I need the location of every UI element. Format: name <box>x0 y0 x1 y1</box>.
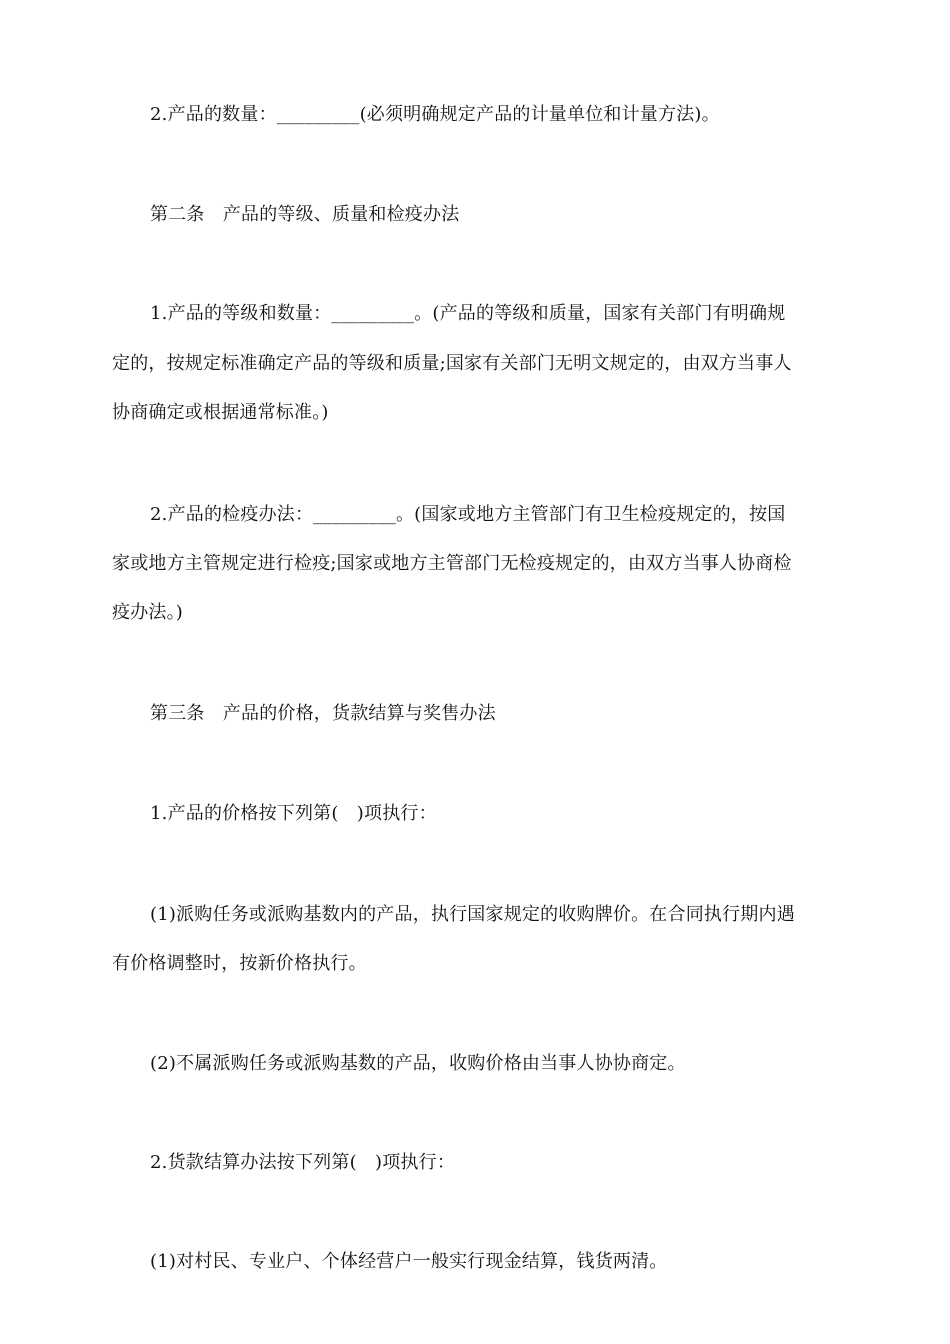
paragraph-price-option-2: (2)不属派购任务或派购基数的产品，收购价格由当事人协协商定。 <box>150 1053 686 1074</box>
paragraph-quarantine-line-2: 家或地方主管规定进行检疫;国家或地方主管部门无检疫规定的，由双方当事人协商检 <box>112 553 792 574</box>
article-3-heading: 第三条 产品的价格，货款结算与奖售办法 <box>150 703 496 724</box>
paragraph-grade-line-3: 协商确定或根据通常标准。) <box>112 402 329 423</box>
paragraph-price-option-1-line-1: (1)派购任务或派购基数内的产品，执行国家规定的收购牌价。在合同执行期内遇 <box>150 904 795 925</box>
paragraph-price-options: 1.产品的价格按下列第( )项执行： <box>150 803 437 824</box>
paragraph-quarantine-line-1: 2.产品的检疫办法：_________。(国家或地方主管部门有卫生检疫规定的，按国 <box>150 504 786 525</box>
paragraph-settlement-option-1: (1)对村民、专业户、个体经营户一般实行现金结算，钱货两清。 <box>150 1251 668 1272</box>
paragraph-quarantine-line-3: 疫办法。) <box>112 602 184 623</box>
article-2-heading: 第二条 产品的等级、质量和检疫办法 <box>150 204 460 225</box>
paragraph-settlement-options: 2.货款结算办法按下列第( )项执行： <box>150 1152 456 1173</box>
paragraph-quantity: 2.产品的数量：_________(必须明确规定产品的计量单位和计量方法)。 <box>150 104 720 125</box>
paragraph-price-option-1-line-2: 有价格调整时，按新价格执行。 <box>112 953 367 974</box>
paragraph-grade-line-1: 1.产品的等级和数量：_________。(产品的等级和质量，国家有关部门有明确规 <box>150 303 786 324</box>
paragraph-grade-line-2: 定的，按规定标准确定产品的等级和质量;国家有关部门无明文规定的，由双方当事人 <box>112 353 792 374</box>
